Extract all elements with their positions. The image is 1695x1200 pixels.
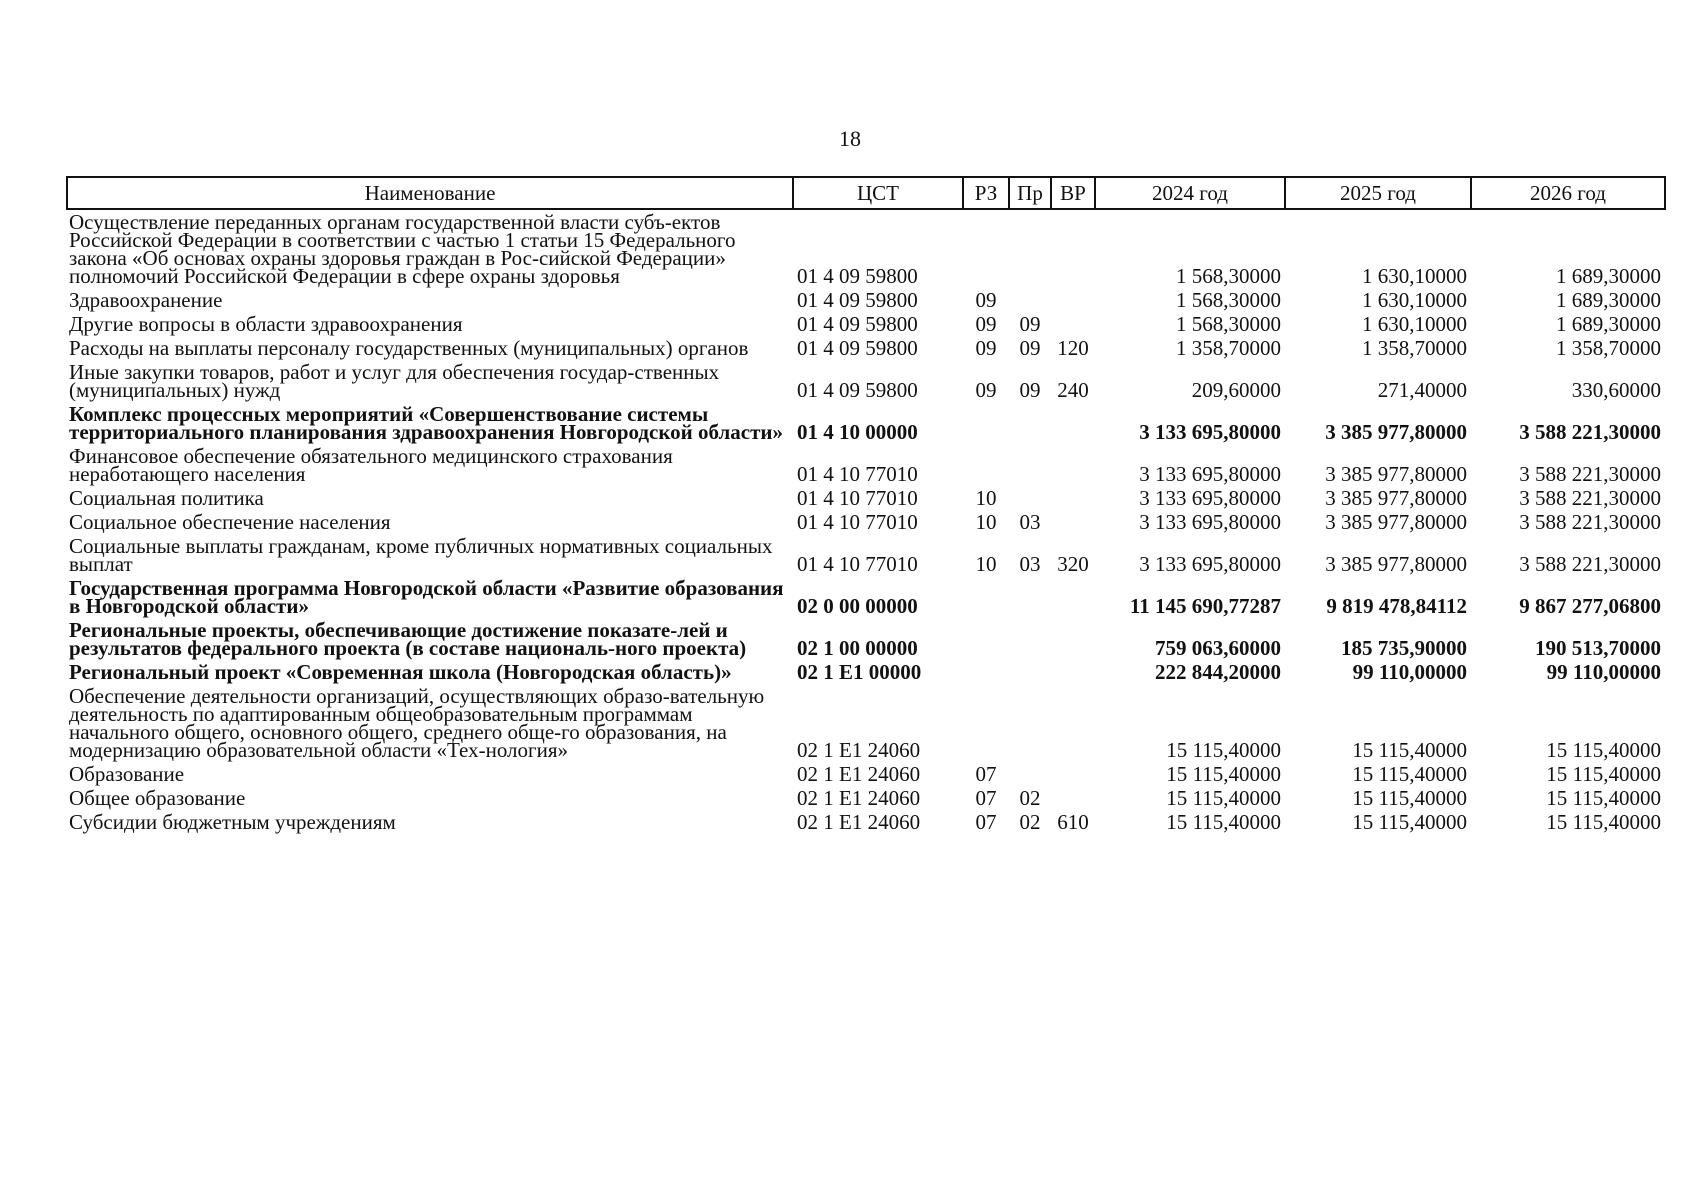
table-row [67,684,1665,762]
table-row [67,312,1665,336]
cell-rz [963,618,1009,660]
cell-2026: 3 588 221,30000 [1519,420,1661,444]
cell-vr: 610 [1057,810,1089,834]
table-row [67,510,1665,534]
cell-2026: 99 110,00000 [1546,660,1661,684]
cell-2025: 1 358,70000 [1362,336,1467,360]
cell-cst: 02 1 E1 24060 [797,786,921,810]
table-row [67,360,1665,402]
cell-cst: 01 4 09 59800 [797,378,918,402]
cell-2025: 15 115,40000 [1352,810,1467,834]
row-name-text: Осуществление переданных органам государственной власти субъ-ектов Российской Федерации в соответствии с частью 1 статьи 15 Федерального закона «Об основах охраны здоровья граждан в Рос-сийской Федерации» полномочий Российской Федерации в сфере охраны здоровья [69,210,736,288]
cell-cst: 01 4 09 59800 [797,336,918,360]
cell-2025: 15 115,40000 [1352,786,1467,810]
cell-2025: 9 819 478,84112 [1326,594,1467,618]
row-name-text: Социальное обеспечение населения [69,510,391,534]
cell-pr: 09 [1019,378,1041,402]
cell-2025: 271,40000 [1377,378,1467,402]
cell-2024: 11 145 690,77287 [1129,594,1281,618]
table-row [67,618,1665,660]
cell-cst: 02 1 E1 24060 [797,738,921,762]
cell-rz: 07 [975,786,997,810]
cell-name [67,576,793,618]
table-row [67,288,1665,312]
cell-rz [963,660,1009,684]
cell-name [67,312,793,336]
cell-name [67,534,793,576]
cell-pr: 09 [1019,312,1041,336]
cell-rz: 07 [975,810,997,834]
row-name-text: Другие вопросы в области здравоохранения [69,312,463,336]
cell-vr [1051,486,1095,510]
header-vr: ВР [1051,177,1095,209]
cell-vr [1051,786,1095,810]
cell-vr [1051,762,1095,786]
cell-name [67,402,793,444]
cell-2025: 1 630,10000 [1362,312,1467,336]
row-name-text: Региональные проекты, обеспечивающие достижение показате-лей и результатов федерального проекта (в составе националь-ного проекта) [69,618,747,660]
cell-2026: 3 588 221,30000 [1519,510,1661,534]
cell-vr [1051,209,1095,288]
table-row [67,209,1665,288]
cell-vr [1051,684,1095,762]
cell-name [67,618,793,660]
cell-2025: 3 385 977,80000 [1325,420,1467,444]
cell-name [67,209,793,288]
cell-cst: 01 4 09 59800 [797,264,918,288]
cell-cst: 02 0 00 00000 [797,594,918,618]
row-name-text: Расходы на выплаты персоналу государственных (муниципальных) органов [69,336,749,360]
cell-2024: 15 115,40000 [1166,738,1281,762]
table-row [67,486,1665,510]
header-pr: Пр [1009,177,1051,209]
cell-cst: 01 4 10 77010 [797,486,918,510]
cell-name [67,360,793,402]
cell-cst: 01 4 10 00000 [797,420,918,444]
cell-cst: 01 4 09 59800 [797,288,918,312]
row-name-text: Финансовое обеспечение обязательного медицинского страхования неработающего населения [69,444,673,486]
table-row [67,576,1665,618]
cell-2025: 185 735,90000 [1341,636,1467,660]
cell-cst: 02 1 E1 24060 [797,810,921,834]
cell-2024: 15 115,40000 [1166,762,1281,786]
cell-2024: 3 133 695,80000 [1139,420,1281,444]
row-name-text: Здравоохранение [69,288,223,312]
cell-2025: 1 630,10000 [1362,264,1467,288]
cell-vr [1051,288,1095,312]
cell-2026: 15 115,40000 [1546,762,1661,786]
cell-cst: 01 4 10 77010 [797,552,918,576]
cell-rz: 09 [975,378,997,402]
cell-name [67,786,793,810]
cell-2024: 15 115,40000 [1166,786,1281,810]
cell-cst: 02 1 E1 24060 [797,762,921,786]
cell-cst: 01 4 10 77010 [797,462,918,486]
row-name-text: Региональный проект «Современная школа (Новгородская область)» [69,660,732,684]
cell-2026: 1 689,30000 [1556,312,1661,336]
cell-2025: 3 385 977,80000 [1325,486,1467,510]
header-2026: 2026 год [1471,177,1665,209]
table-header-row [67,177,1665,209]
cell-rz: 09 [975,288,997,312]
row-name-text: Иные закупки товаров, работ и услуг для обеспечения государ-ственных (муниципальных) нужд [69,360,720,402]
row-name-text: Обеспечение деятельности организаций, осуществляющих образо-вательную деятельность по адаптированным общеобразовательным программам начального общего, основного общего, среднего обще-го образования, на модернизацию образовательной области «Тех-нология» [69,684,765,762]
cell-name [67,660,793,684]
cell-rz: 10 [975,486,997,510]
header-cst: ЦСТ [793,177,963,209]
cell-vr [1051,576,1095,618]
cell-2024: 1 568,30000 [1176,312,1281,336]
cell-pr: 09 [1019,336,1041,360]
cell-2025: 15 115,40000 [1352,738,1467,762]
cell-vr [1051,312,1095,336]
cell-2024: 1 568,30000 [1176,264,1281,288]
cell-name [67,684,793,762]
cell-2026: 3 588 221,30000 [1519,552,1661,576]
cell-rz [963,209,1009,288]
cell-vr: 240 [1057,378,1089,402]
header-rz: РЗ [963,177,1009,209]
cell-2024: 1 358,70000 [1176,336,1281,360]
cell-vr [1051,618,1095,660]
cell-2026: 1 689,30000 [1556,264,1661,288]
cell-2025: 15 115,40000 [1352,762,1467,786]
cell-pr [1009,486,1051,510]
header-name: Наименование [67,177,793,209]
cell-2024: 222 844,20000 [1155,660,1281,684]
cell-2025: 3 385 977,80000 [1325,510,1467,534]
cell-pr: 02 [1019,810,1041,834]
cell-name [67,510,793,534]
cell-vr [1051,660,1095,684]
cell-rz: 07 [975,762,997,786]
table-row [67,762,1665,786]
row-name-text: Социальная политика [69,486,264,510]
cell-pr [1009,618,1051,660]
cell-pr [1009,762,1051,786]
cell-rz: 09 [975,336,997,360]
header-2024: 2024 год [1095,177,1285,209]
cell-name [67,810,793,834]
cell-2024: 1 568,30000 [1176,288,1281,312]
cell-2026: 1 358,70000 [1556,336,1661,360]
cell-vr [1051,510,1095,534]
cell-2026: 15 115,40000 [1546,786,1661,810]
budget-table [66,176,1666,834]
cell-2024: 15 115,40000 [1166,810,1281,834]
row-name-text: Субсидии бюджетным учреждениям [69,810,396,834]
table-row [67,444,1665,486]
cell-pr [1009,684,1051,762]
cell-pr: 03 [1019,510,1041,534]
page-number: 18 [839,126,861,151]
table-row [67,810,1665,834]
cell-vr [1051,402,1095,444]
row-name-text: Комплекс процессных мероприятий «Совершенствование системы территориального планирования здравоохранения Новгородской области» [69,402,784,444]
cell-pr [1009,576,1051,618]
cell-pr [1009,209,1051,288]
cell-cst: 01 4 09 59800 [797,312,918,336]
cell-2024: 3 133 695,80000 [1139,486,1281,510]
cell-2026: 15 115,40000 [1546,738,1661,762]
row-name-text: Государственная программа Новгородской области «Развитие образования в Новгородской области» [69,576,784,618]
cell-2026: 3 588 221,30000 [1519,486,1661,510]
cell-cst: 02 1 E1 00000 [797,660,922,684]
cell-rz: 10 [975,552,997,576]
row-name-text: Образование [69,762,185,786]
cell-2025: 3 385 977,80000 [1325,462,1467,486]
row-name-text: Социальные выплаты гражданам, кроме публичных нормативных социальных выплат [69,534,773,576]
header-2025: 2025 год [1285,177,1471,209]
cell-name [67,486,793,510]
cell-cst: 02 1 00 00000 [797,636,918,660]
cell-name [67,444,793,486]
cell-pr [1009,660,1051,684]
cell-2026: 330,60000 [1571,378,1661,402]
cell-rz [963,576,1009,618]
cell-name [67,288,793,312]
table-row [67,660,1665,684]
table-row [67,402,1665,444]
cell-2024: 209,60000 [1191,378,1281,402]
cell-2026: 1 689,30000 [1556,288,1661,312]
cell-2025: 3 385 977,80000 [1325,552,1467,576]
cell-2026: 15 115,40000 [1546,810,1661,834]
cell-vr [1051,444,1095,486]
cell-rz [963,444,1009,486]
table-row [67,786,1665,810]
cell-2024: 3 133 695,80000 [1139,552,1281,576]
cell-2026: 3 588 221,30000 [1519,462,1661,486]
cell-pr [1009,288,1051,312]
cell-2025: 1 630,10000 [1362,288,1467,312]
cell-name [67,336,793,360]
cell-rz: 10 [975,510,997,534]
cell-2024: 3 133 695,80000 [1139,462,1281,486]
cell-2025: 99 110,00000 [1352,660,1467,684]
cell-rz [963,402,1009,444]
cell-pr: 02 [1019,786,1041,810]
table-row [67,534,1665,576]
cell-vr: 320 [1057,552,1089,576]
cell-rz [963,684,1009,762]
cell-rz: 09 [975,312,997,336]
cell-2026: 9 867 277,06800 [1519,594,1661,618]
row-name-text: Общее образование [69,786,246,810]
cell-pr: 03 [1019,552,1041,576]
cell-name [67,762,793,786]
cell-2024: 3 133 695,80000 [1139,510,1281,534]
cell-2024: 759 063,60000 [1155,636,1281,660]
table-row [67,336,1665,360]
cell-cst: 01 4 10 77010 [797,510,918,534]
cell-vr: 120 [1057,336,1089,360]
cell-2026: 190 513,70000 [1535,636,1661,660]
cell-pr [1009,402,1051,444]
cell-pr [1009,444,1051,486]
